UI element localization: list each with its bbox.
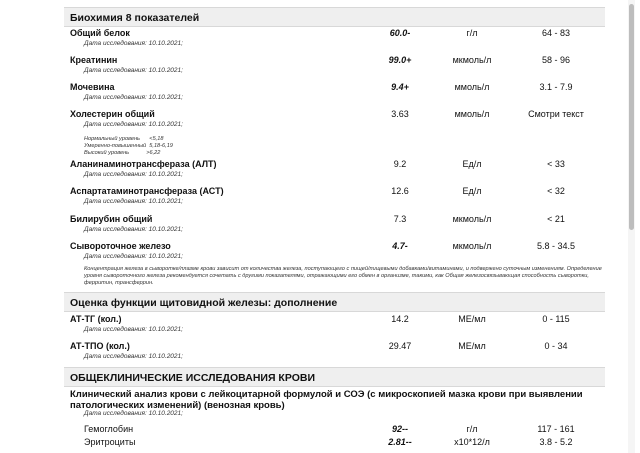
test-unit: мкмоль/л: [452, 55, 492, 65]
test-name: Общий белок: [70, 28, 130, 38]
test-name: Билирубин общий: [70, 214, 153, 224]
test-name: Аланинаминотрансфераза (АЛТ): [70, 159, 217, 169]
test-name: Аспартатаминотрансфераза (АСТ): [70, 186, 224, 196]
test-ref: 0 - 115: [542, 314, 570, 324]
test-value: 9.4+: [391, 82, 409, 92]
test-date: Дата исследования: 10.10.2021;: [84, 67, 183, 74]
test-value: 60.0-: [389, 28, 411, 38]
test-value: 29.47: [388, 341, 412, 351]
note-line: Нормальный уровень <5,18: [84, 136, 164, 142]
test-name: Холестерин общий: [70, 109, 155, 119]
test-value: 14.2: [391, 314, 409, 324]
note-line: Умеренно-повышенный 5,18-6,19: [84, 143, 173, 149]
test-date: Дата исследования: 10.10.2021;: [84, 326, 183, 333]
section-thyroid-title: Оценка функции щитовидной железы: дополнение: [64, 292, 605, 312]
test-value: 2.81--: [388, 437, 412, 447]
test-unit: Ед/л: [462, 159, 482, 169]
test-ref: < 32: [547, 186, 565, 196]
test-name: Эритроциты: [84, 437, 136, 447]
test-unit: ммоль/л: [454, 109, 490, 119]
test-unit: мкмоль/л: [452, 241, 492, 251]
test-ref: 117 - 161: [537, 424, 575, 434]
test-date: Дата исследования: 10.10.2021;: [84, 40, 183, 47]
scrollbar-thumb[interactable]: [629, 4, 634, 230]
test-unit: ммоль/л: [454, 82, 490, 92]
test-name: Гемоглобин: [84, 424, 134, 434]
vertical-scrollbar[interactable]: [628, 0, 635, 453]
test-ref: 5.8 - 34.5: [536, 241, 576, 251]
note-line: Высокий уровень >6,22: [84, 150, 161, 156]
test-value: 99.0+: [388, 55, 412, 65]
test-name: АТ-ТГ (кол.): [70, 314, 122, 324]
iron-note: Концентрация железа в сыворотке/плазме крови зависит от количества железа, поступающего с пищей/пищевыми добавками/витаминами, и подвержено суточным изменениям. Определение уровня сывороточного железа рекомендуется сочетать с другими показателями, отражающими его обмен в организме, такими, как Общая железосвязывающая способность сыворотки, ферритин, трансферрин.: [84, 266, 602, 286]
test-value: 9.2: [393, 159, 407, 169]
test-unit: МЕ/мл: [458, 314, 486, 324]
test-unit: мкмоль/л: [452, 214, 492, 224]
section-biochem-title: Биохимия 8 показателей: [64, 7, 605, 27]
section-blood-title: ОБЩЕКЛИНИЧЕСКИЕ ИССЛЕДОВАНИЯ КРОВИ: [64, 367, 605, 387]
test-name: Сывороточное железо: [70, 241, 171, 251]
test-unit: х10*12/л: [454, 437, 490, 447]
test-value: 3.63: [391, 109, 409, 119]
test-ref: < 21: [547, 214, 565, 224]
test-name: Креатинин: [70, 55, 118, 65]
test-ref: 64 - 83: [541, 28, 571, 38]
test-date: Дата исследования: 10.10.2021;: [84, 353, 183, 360]
test-unit: Ед/л: [462, 186, 482, 196]
test-ref: 3.8 - 5.2: [539, 437, 573, 447]
test-date: Дата исследования: 10.10.2021;: [84, 94, 183, 101]
test-ref: < 33: [547, 159, 565, 169]
analysis-date: Дата исследования: 10.10.2021;: [84, 410, 183, 417]
analysis-subtitle: Клинический анализ крови с лейкоцитарной формулой и СОЭ (с микроскопией мазка крови при выявлении патологических изменений) (венозная кровь): [70, 389, 583, 411]
test-name: АТ-ТПО (кол.): [70, 341, 130, 351]
test-date: Дата исследования: 10.10.2021;: [84, 226, 183, 233]
test-date: Дата исследования: 10.10.2021;: [84, 198, 183, 205]
test-date: Дата исследования: 10.10.2021;: [84, 121, 183, 128]
report-page: [64, 0, 605, 453]
test-date: Дата исследования: 10.10.2021;: [84, 253, 183, 260]
test-unit: г/л: [466, 28, 478, 38]
test-ref: 3.1 - 7.9: [539, 82, 573, 92]
cholesterol-note: [84, 136, 604, 157]
test-ref: 58 - 96: [541, 55, 571, 65]
test-unit: МЕ/мл: [458, 341, 486, 351]
test-name: Мочевина: [70, 82, 115, 92]
test-unit: г/л: [466, 424, 478, 434]
test-value: 12.6: [391, 186, 409, 196]
test-value: 7.3: [393, 214, 407, 224]
test-value: 4.7-: [392, 241, 408, 251]
test-ref: Смотри текст: [528, 109, 584, 119]
test-value: 92--: [391, 424, 408, 434]
test-ref: 0 - 34: [544, 341, 568, 351]
test-date: Дата исследования: 10.10.2021;: [84, 171, 183, 178]
